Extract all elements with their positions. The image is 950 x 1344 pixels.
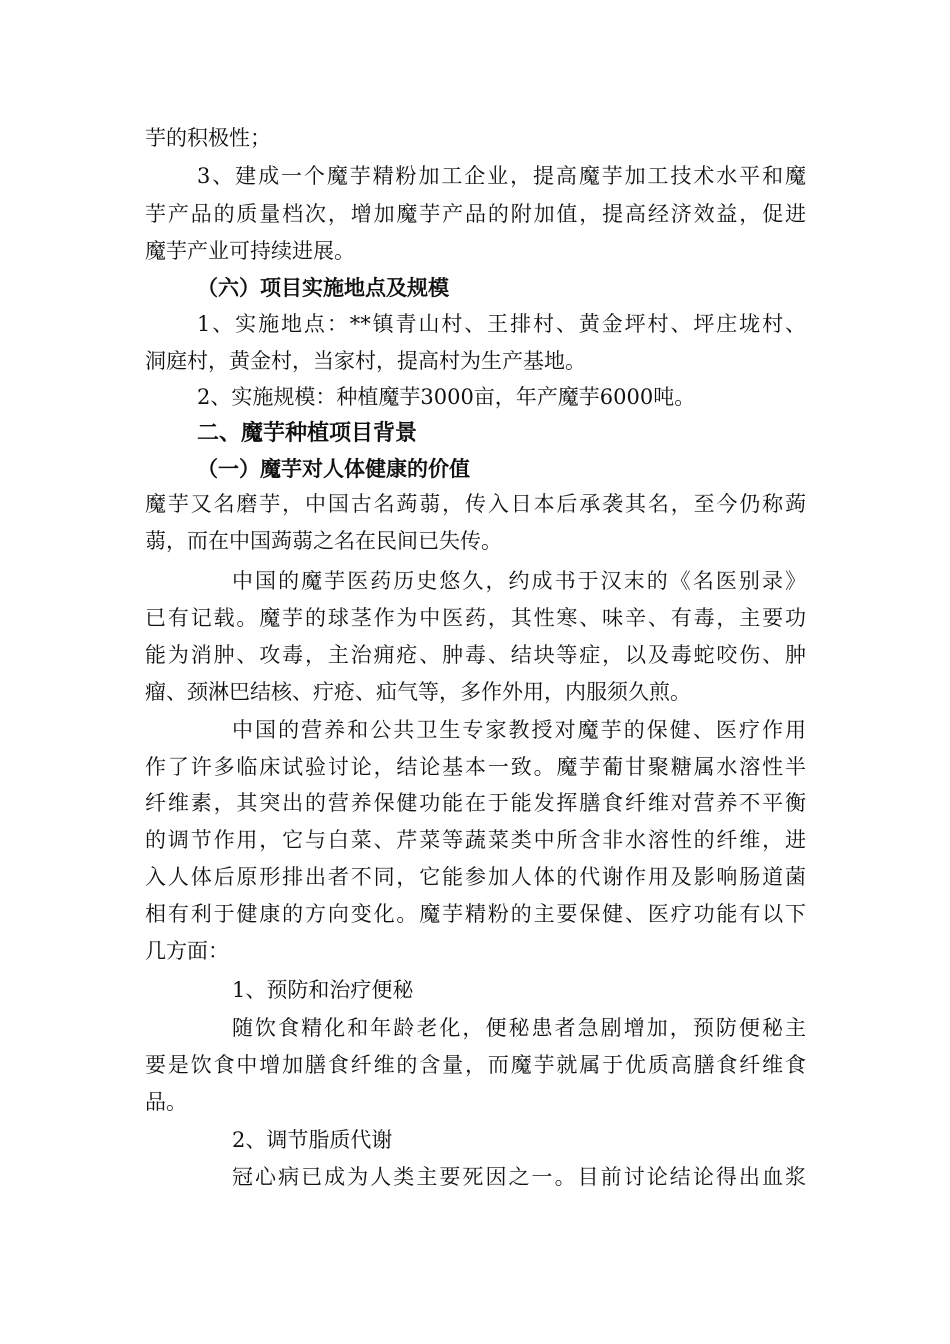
subsection-title: 1、预防和治疗便秘 [232,978,414,1002]
text-line: 品。 [145,1090,187,1114]
text-line: 冠心病已成为人类主要死因之一。目前讨论结论得出血浆 [232,1165,806,1189]
text-line: 中国的魔芋医药历史悠久，约成书于汉末的《名医别录》 [232,569,806,593]
text-line: 3、建成一个魔芋精粉加工企业，提高魔芋加工技术水平和魔 [197,164,806,188]
text-line: 瘤、颈淋巴结核、疔疮、疝气等，多作外用，内服须久煎。 [145,680,691,704]
text-line: 的调节作用，它与白菜、芹菜等蔬菜类中所含非水溶性的纤维，进 [145,828,806,852]
text-line: 魔芋又名磨芋，中国古名蒟蒻，传入日本后承袭其名，至今仍称蒟 [145,492,806,516]
text-line: 作了许多临床试验讨论，结论基本一致。魔芋葡甘聚糖属水溶性半 [145,755,806,779]
text-line: 1、实施地点：**镇青山村、王排村、黄金坪村、坪庄垅村、 [197,312,806,336]
subsection-title: 2、调节脂质代谢 [232,1128,393,1152]
text-line: 蒻，而在中国蒟蒻之名在民间已失传。 [145,529,502,553]
text-line: 相有利于健康的方向变化。魔芋精粉的主要保健、医疗功能有以下 [145,902,806,926]
text-line: 能为消肿、攻毒，主治痈疮、肿毒、结块等症，以及毒蛇咬伤、肿 [145,643,806,667]
section-heading: （一）魔芋对人体健康的价值 [197,457,470,481]
text-line: 洞庭村，黄金村，当家村，提高村为生产基地。 [145,349,586,373]
text-line: 芋的积极性； [145,126,271,150]
text-line: 2、实施规模：种植魔芋3000亩，年产魔芋6000吨。 [197,385,696,409]
section-heading: （六）项目实施地点及规模 [197,276,449,300]
text-line: 几方面： [145,939,229,963]
text-line: 已有记载。魔芋的球茎作为中医药，其性寒、味辛、有毒，主要功 [145,606,806,630]
text-line: 魔芋产业可持续进展。 [145,239,355,263]
text-line: 芋产品的质量档次，增加魔芋产品的附加值，提高经济效益，促进 [145,202,806,226]
text-line: 中国的营养和公共卫生专家教授对魔芋的保健、医疗作用 [232,718,806,742]
text-line: 纤维素，其突出的营养保健功能在于能发挥膳食纤维对营养不平衡 [145,791,806,815]
text-line: 要是饮食中增加膳食纤维的含量，而魔芋就属于优质高膳食纤维食 [145,1053,806,1077]
text-line: 入人体后原形排出者不同，它能参加人体的代谢作用及影响肠道菌 [145,865,806,889]
chapter-heading: 二、魔芋种植项目背景 [197,421,418,446]
text-line: 随饮食精化和年龄老化，便秘患者急剧增加，预防便秘主 [232,1016,806,1040]
